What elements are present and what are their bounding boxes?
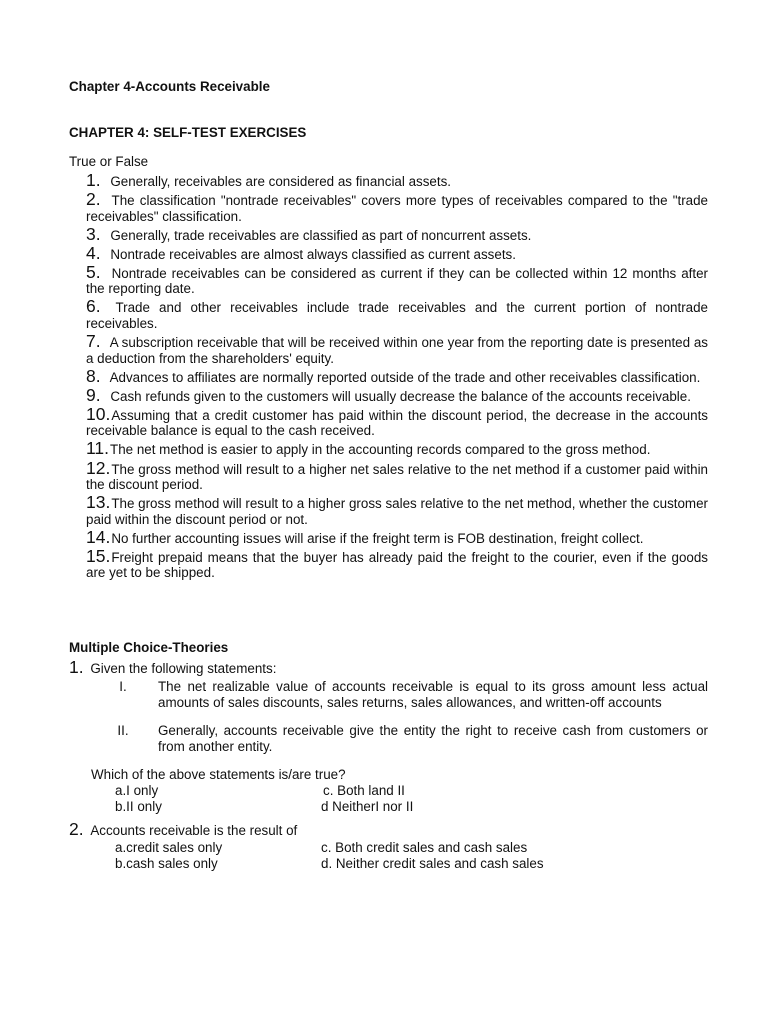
mc-question-1 <box>69 657 277 677</box>
list-item <box>86 526 708 547</box>
list-item <box>86 189 708 224</box>
item-text: Generally, trade receivables are classified as part of noncurrent assets. <box>110 227 532 243</box>
list-item <box>86 492 708 527</box>
item-text: Nontrade receivables are almost always classified as current assets. <box>110 246 516 262</box>
option-a: a.I only <box>115 783 159 798</box>
item-number: 4. <box>86 242 101 263</box>
question-prompt: Which of the above statements is/are true? <box>91 767 346 782</box>
list-item <box>86 438 708 459</box>
item-text: Assuming that a credit customer has paid within the discount period, the decrease in the accounts receivable balance is equal to the cash received. <box>86 407 708 439</box>
list-item <box>86 545 708 581</box>
list-item <box>86 242 708 263</box>
item-text: Nontrade receivables can be considered as current if they can be collected within 12 months after the reporting date. <box>86 265 708 297</box>
item-number: 7. <box>86 331 101 352</box>
list-item <box>86 384 708 405</box>
item-number: 9. <box>86 384 101 405</box>
statement-item <box>98 679 708 710</box>
statement-number: II. <box>117 723 129 738</box>
item-number: 13. <box>86 492 111 513</box>
option-b: b.II only <box>115 799 162 814</box>
list-item <box>86 261 708 297</box>
statement-list <box>98 679 708 759</box>
option-a: a.credit sales only <box>115 840 223 855</box>
item-text: The classification "nontrade receivables" covers more types of receivables compared to the "trade receivables" classification. <box>86 193 708 224</box>
item-text: The gross method will result to a higher net sales relative to the net method if a customer paid within the discount period. <box>86 461 708 493</box>
item-text: A subscription receivable that will be received within one year from the reporting date is presented as a deduction from the shareholders' equity. <box>86 335 709 366</box>
item-number: 10. <box>86 403 111 424</box>
question-number: 1. <box>69 657 84 677</box>
item-text: Cash refunds given to the customers will usually decrease the balance of the accounts receivable. <box>110 388 691 404</box>
statement-text: The net realizable value of accounts receivable is equal to its gross amount less actual amounts of sales discounts, sales returns, sales allowances, and written-off accounts <box>158 679 708 710</box>
list-item <box>86 403 708 439</box>
multiple-choice-heading: Multiple Choice-Theories <box>69 640 229 655</box>
item-number: 1. <box>86 170 101 190</box>
item-number: 2. <box>86 189 101 210</box>
chapter-title: Chapter 4-Accounts Receivable <box>69 79 270 94</box>
question-text: Accounts receivable is the result of <box>90 823 298 838</box>
true-false-heading: True or False <box>69 154 149 169</box>
item-number: 12. <box>86 457 111 478</box>
item-text: Advances to affiliates are normally reported outside of the trade and other receivables classification. <box>109 369 701 385</box>
option-b: b.cash sales only <box>115 856 218 871</box>
list-item <box>86 170 708 190</box>
item-text: The gross method will result to a higher gross sales relative to the net method, whether the customer paid within the discount period or not. <box>86 496 708 527</box>
list-item <box>86 331 709 366</box>
item-number: 3. <box>86 223 101 244</box>
item-text: Trade and other receivables include trade receivables and the current portion of nontrade receivables. <box>86 300 708 331</box>
option-d: d. Neither credit sales and cash sales <box>321 856 544 871</box>
list-item <box>86 365 708 386</box>
question-number: 2. <box>69 819 84 839</box>
question-text: Given the following statements: <box>90 661 277 676</box>
option-c: c. Both land II <box>323 783 405 798</box>
item-number: 15. <box>86 545 111 566</box>
item-text: Freight prepaid means that the buyer has already paid the freight to the courier, even if the goods are yet to be shipped. <box>86 549 708 581</box>
list-item <box>86 296 708 331</box>
statement-item <box>98 723 708 754</box>
item-number: 6. <box>86 296 101 317</box>
statement-number: I. <box>119 679 127 694</box>
item-text: The net method is easier to apply in the accounting records compared to the gross method. <box>110 442 651 458</box>
item-number: 8. <box>86 365 101 386</box>
item-number: 11. <box>86 438 110 459</box>
list-item <box>86 457 708 493</box>
option-c: c. Both credit sales and cash sales <box>321 840 528 855</box>
mc-question-2 <box>69 819 298 839</box>
list-item <box>86 223 708 244</box>
item-number: 14. <box>86 526 111 547</box>
item-text: Generally, receivables are considered as financial assets. <box>110 174 451 189</box>
true-false-list <box>86 170 709 583</box>
item-text: No further accounting issues will arise if the freight term is FOB destination, freight collect. <box>111 530 644 546</box>
option-d: d NeitherI nor II <box>321 799 414 814</box>
item-number: 5. <box>86 261 101 282</box>
statement-text: Generally, accounts receivable give the entity the right to receive cash from customers or from another entity. <box>158 723 708 754</box>
section-title: CHAPTER 4: SELF-TEST EXERCISES <box>69 125 307 140</box>
